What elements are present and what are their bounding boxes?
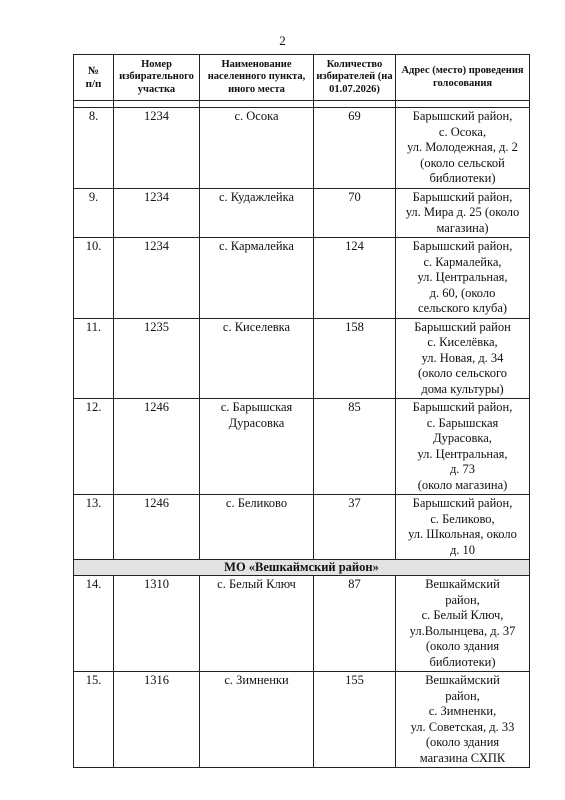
region-heading: МО «Вешкаймский район» xyxy=(74,560,530,576)
station-number: 1246 xyxy=(114,495,200,560)
header-place: Наименование населенного пункта, иного места xyxy=(200,55,314,101)
table-row xyxy=(74,576,530,672)
voting-address: Барышский район с. Киселёвка, ул. Новая, д. 34 (около сельского дома культуры) xyxy=(396,318,530,399)
header-number: № п/п xyxy=(74,55,114,101)
voting-address: Барышский район, с. Кармалейка, ул. Центральная, д. 60, (около сельского клуба) xyxy=(396,238,530,319)
place-name: с. Киселевка xyxy=(200,318,314,399)
place-name: с. Барышская Дурасовка xyxy=(200,399,314,495)
polling-stations-table xyxy=(73,54,530,768)
table-row xyxy=(74,108,530,189)
row-number: 8. xyxy=(74,108,114,189)
row-number: 10. xyxy=(74,238,114,319)
header-address: Адрес (место) проведения голосования xyxy=(396,55,530,101)
place-name: с. Кармалейка xyxy=(200,238,314,319)
table-row xyxy=(74,672,530,768)
voting-address: Барышский район, с. Осока, ул. Молодежная, д. 2 (около сельской библиотеки) xyxy=(396,108,530,189)
table-row xyxy=(74,399,530,495)
voter-count: 37 xyxy=(314,495,396,560)
voter-count: 158 xyxy=(314,318,396,399)
table-header-row xyxy=(74,55,530,101)
voter-count: 155 xyxy=(314,672,396,768)
station-number: 1235 xyxy=(114,318,200,399)
station-number: 1234 xyxy=(114,238,200,319)
voting-address: Вешкаймский район, с. Зимненки, ул. Советская, д. 33 (около здания магазина СХПК xyxy=(396,672,530,768)
station-number: 1234 xyxy=(114,108,200,189)
page-number: 2 xyxy=(279,33,286,48)
voting-address: Вешкаймский район, с. Белый Ключ, ул.Волынцева, д. 37 (около здания библиотеки) xyxy=(396,576,530,672)
station-number: 1246 xyxy=(114,399,200,495)
row-number: 13. xyxy=(74,495,114,560)
voter-count: 70 xyxy=(314,188,396,238)
place-name: с. Беликово xyxy=(200,495,314,560)
header-voters: Количество избирателей (на 01.07.2026) xyxy=(314,55,396,101)
place-name: с. Осока xyxy=(200,108,314,189)
row-number: 14. xyxy=(74,576,114,672)
voter-count: 69 xyxy=(314,108,396,189)
voting-address: Барышский район, ул. Мира д. 25 (около магазина) xyxy=(396,188,530,238)
place-name: с. Белый Ключ xyxy=(200,576,314,672)
table-row xyxy=(74,495,530,560)
row-number: 12. xyxy=(74,399,114,495)
place-name: с. Зимненки xyxy=(200,672,314,768)
region-heading-row xyxy=(74,560,530,576)
station-number: 1310 xyxy=(114,576,200,672)
row-number: 15. xyxy=(74,672,114,768)
voter-count: 124 xyxy=(314,238,396,319)
table-row xyxy=(74,238,530,319)
station-number: 1234 xyxy=(114,188,200,238)
station-number: 1316 xyxy=(114,672,200,768)
header-station: Номер избирательного участка xyxy=(114,55,200,101)
table-row xyxy=(74,188,530,238)
spacer-row xyxy=(74,101,530,108)
row-number: 9. xyxy=(74,188,114,238)
voter-count: 87 xyxy=(314,576,396,672)
voting-address: Барышский район, с. Беликово, ул. Школьная, около д. 10 xyxy=(396,495,530,560)
voting-address: Барышский район, с. Барышская Дурасовка, ул. Центральная, д. 73 (около магазина) xyxy=(396,399,530,495)
place-name: с. Кудажлейка xyxy=(200,188,314,238)
row-number: 11. xyxy=(74,318,114,399)
table-row xyxy=(74,318,530,399)
voter-count: 85 xyxy=(314,399,396,495)
